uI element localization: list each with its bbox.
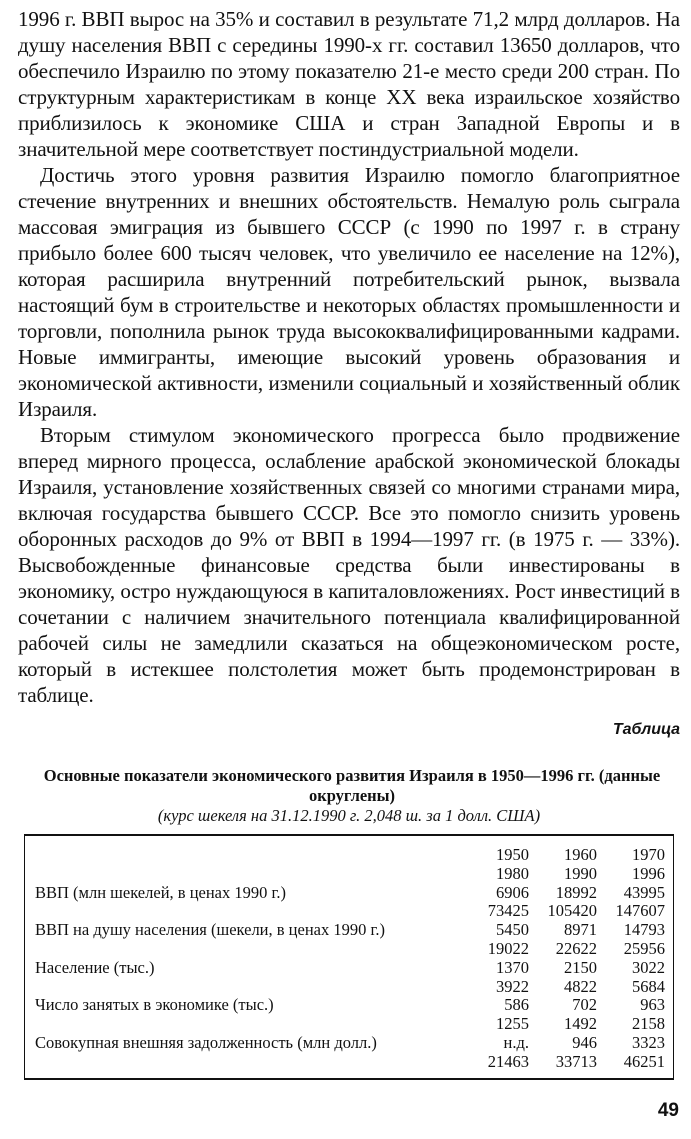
table-row [35, 902, 665, 921]
row-label [35, 940, 465, 959]
paragraph-1: 1996 г. ВВП вырос на 35% и составил в результате 71,2 млрд долларов. На душу населения ВВП с середины 1990-х гг. составил 13650 долларов, что обеспечило Израилю по этому показателю 21-е место среди 200 стран. По структурным характеристикам в конце XX века израильское хозяйство приблизилось к экономике США и стран Западной Европы и в значительной мере соответствует постиндустриальной модели. [18, 7, 680, 161]
cell-value: 1950 [496, 845, 529, 864]
cell-value: 22622 [555, 938, 597, 958]
cell-value: 3022 [632, 957, 665, 977]
cell-value: 5450 [496, 920, 529, 940]
cell-value: 1996 [632, 863, 665, 883]
data-table [35, 846, 665, 1072]
page [18, 6, 680, 1080]
cell-value: 18992 [555, 882, 597, 902]
cell-value: 3323 [632, 1032, 665, 1052]
row-label: Число занятых в экономике (тыс.) [35, 995, 274, 1015]
row-label [35, 902, 465, 921]
table-row [35, 846, 665, 865]
table-row [35, 865, 665, 884]
row-label [35, 865, 465, 884]
cell-value: 105420 [547, 901, 597, 921]
cell-value: 1960 [564, 845, 597, 864]
row-label [35, 846, 465, 865]
row-label [35, 1053, 465, 1072]
row-label [35, 1015, 465, 1034]
row-label: ВВП (млн шекелей, в ценах 1990 г.) [35, 882, 287, 902]
table-row [35, 1034, 665, 1053]
cell-value: 6906 [496, 882, 529, 902]
cell-value: 1980 [496, 863, 529, 883]
cell-value: 147607 [615, 901, 665, 921]
cell-value: 1370 [496, 957, 529, 977]
page-number: 49 [657, 1100, 679, 1121]
cell-value: 3922 [496, 976, 529, 996]
cell-value: 1990 [564, 863, 597, 883]
row-label: Совокупная внешняя задолженность (млн долл.) [35, 1032, 377, 1052]
table-row [35, 1015, 665, 1034]
cell-value: 46251 [623, 1051, 665, 1071]
table-row [35, 940, 665, 959]
cell-value: 2158 [632, 1014, 665, 1034]
cell-value: 1492 [564, 1014, 597, 1034]
table-row [35, 978, 665, 997]
cell-value: 8971 [564, 920, 597, 940]
row-label [35, 978, 465, 997]
table-row [35, 884, 665, 903]
cell-value: 4822 [564, 976, 597, 996]
cell-value: н.д. [503, 1032, 529, 1052]
cell-value: 1255 [496, 1014, 529, 1034]
cell-value: 586 [504, 995, 529, 1015]
table-row [35, 959, 665, 978]
cell-value: 43995 [623, 882, 665, 902]
cell-value: 25956 [623, 938, 665, 958]
row-label: Население (тыс.) [35, 957, 155, 977]
cell-value: 963 [640, 995, 665, 1015]
table-row [35, 1053, 665, 1072]
cell-value: 1970 [632, 845, 665, 864]
paragraph-2: Достичь этого уровня развития Израилю помогло благоприятное стечение внутренних и внешних обстоятельств. Немалую роль сыграла массовая эмиграция из бывшего СССР (с 1990 по 1997 г. в страну прибыло более 600 тысяч человек, что увеличило ее население на 12%), которая расширила внутренний потребительский рынок, вызвала настоящий бум в строительстве и некоторых областях промышленности и торговли, пополнила рынок труда высококвалифицированными кадрами. Новые иммигранты, имеющие высокий уровень образования и экономической активности, изменили социальный и хозяйственный облик Израиля. [18, 163, 680, 421]
table-row [35, 921, 665, 940]
cell-value: 33713 [555, 1051, 597, 1071]
row-label: ВВП на душу населения (шекели, в ценах 1990 г.) [35, 920, 386, 940]
cell-value: 21463 [487, 1051, 529, 1071]
cell-value: 946 [572, 1032, 597, 1052]
table-label: Таблица [612, 721, 680, 738]
cell-value: 14793 [623, 920, 665, 940]
table-subtitle: (курс шекеля на 31.12.1990 г. 2,048 ш. за 1 долл. США) [157, 806, 541, 825]
data-table-frame [24, 834, 674, 1080]
paragraph-3: Вторым стимулом экономического прогресса было продвижение вперед мирного процесса, ослабление арабской экономической блокады Израиля, установление хозяйственных связей со многими странами мира, включая государства бывшего СССР. Все это помогло снизить уровень оборонных расходов до 9% от ВВП в 1994—1997 гг. (в 1975 г. — 33%). Высвобожденные финансовые средства были инвестированы в экономику, остро нуждающуюся в капиталовложениях. Рост инвестиций в сочетании с наличием значительного потенциала квалифицированной рабочей силы не замедлили сказаться на общеэкономическом росте, который в истекшее полстолетия может быть продемонстрирован в таблице. [18, 423, 680, 707]
table-row [35, 996, 665, 1015]
cell-value: 2150 [564, 957, 597, 977]
cell-value: 702 [572, 995, 597, 1015]
table-title: Основные показатели экономического развития Израиля в 1950—1996 гг. (данные округлены) [43, 766, 661, 805]
cell-value: 19022 [487, 938, 529, 958]
cell-value: 5684 [632, 976, 665, 996]
cell-value: 73425 [487, 901, 529, 921]
